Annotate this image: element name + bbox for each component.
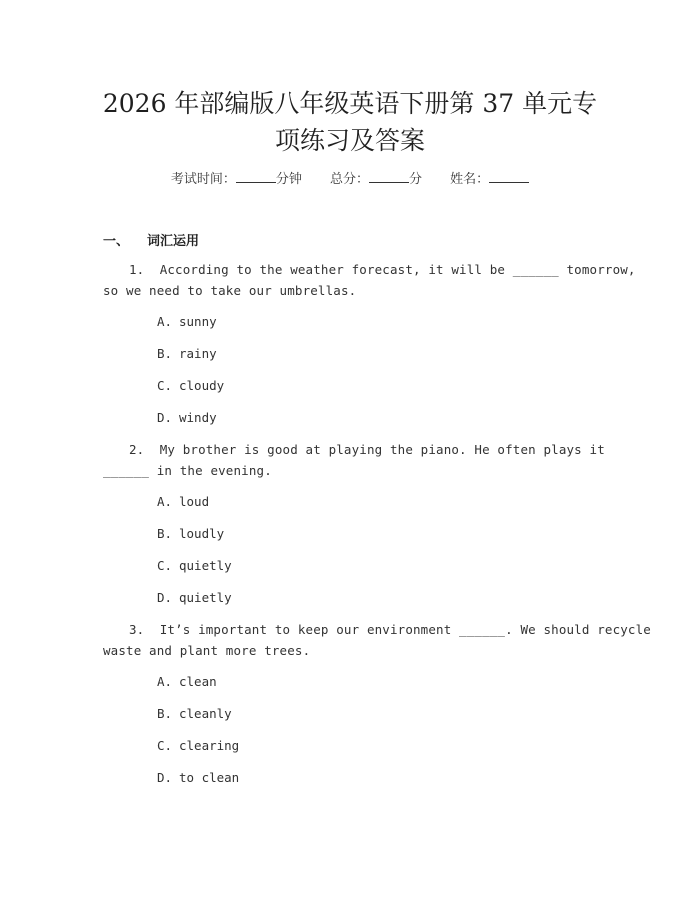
question-1-option-d [157,410,217,425]
option-letter: B. [157,346,173,361]
student-name-field [450,168,529,187]
question-3-option-a [157,674,217,689]
option-letter: A. [157,314,173,329]
exam-time-label: 考试时间： [170,172,236,187]
question-2-option-a [157,494,209,509]
option-text: cleanly [179,706,232,721]
total-score-unit: 分 [409,172,423,187]
student-name-blank [489,170,529,183]
question-3 [103,619,651,661]
option-letter: D. [157,770,173,785]
option-letter: B. [157,526,173,541]
section-heading [103,230,199,249]
option-text: rainy [179,346,217,361]
option-text: sunny [179,314,217,329]
question-3-line1: 3. It’s important to keep our environment ______. We should recycle [129,622,651,637]
question-1 [103,259,636,301]
question-1-line1: 1. According to the weather forecast, it will be ______ tomorrow, [129,262,636,277]
exam-time-unit: 分钟 [275,172,302,187]
question-1-line2: so we need to take our umbrellas. [103,283,357,298]
option-letter: A. [157,674,173,689]
option-text: loud [179,494,210,509]
option-letter: B. [157,706,173,721]
question-2-option-b [157,526,224,541]
document-title-line1: 2026 年部编版八年级英语下册第 37 单元专 [102,89,598,118]
exam-info-row [0,168,700,187]
question-2 [103,439,603,481]
exam-time-blank [236,170,276,183]
question-2-line2: ______ in the evening. [103,463,272,478]
question-1-option-b [157,346,217,361]
section-number: 一、 [103,234,130,249]
section-title: 词汇运用 [147,234,200,249]
exam-time-field [171,168,302,187]
total-score-label: 总分： [329,172,369,187]
question-1-option-a [157,314,217,329]
option-letter: C. [157,738,173,753]
option-text: loudly [179,526,225,541]
total-score-blank [369,170,409,183]
question-1-option-c [157,378,224,393]
option-letter: C. [157,558,173,573]
question-3-option-d [157,770,239,785]
document-title-line2: 项练习及答案 [274,126,425,155]
question-3-line2: waste and plant more trees. [103,643,311,658]
option-letter: A. [157,494,173,509]
option-letter: C. [157,378,173,393]
option-text: clean [179,674,217,689]
question-3-option-b [157,706,232,721]
total-score-field [330,168,422,187]
question-2-line1: 2. My brother is good at playing the piano. He often plays it [129,442,605,457]
option-letter: D. [157,590,173,605]
option-text: quietly [179,558,232,573]
option-text: to clean [179,770,240,785]
option-text: quietly [179,590,232,605]
question-2-option-c [157,558,232,573]
question-2-option-d [157,590,232,605]
option-letter: D. [157,410,173,425]
option-text: windy [179,410,217,425]
option-text: cloudy [179,378,225,393]
student-name-label: 姓名： [450,172,490,187]
question-3-option-c [157,738,239,753]
option-text: clearing [179,738,240,753]
